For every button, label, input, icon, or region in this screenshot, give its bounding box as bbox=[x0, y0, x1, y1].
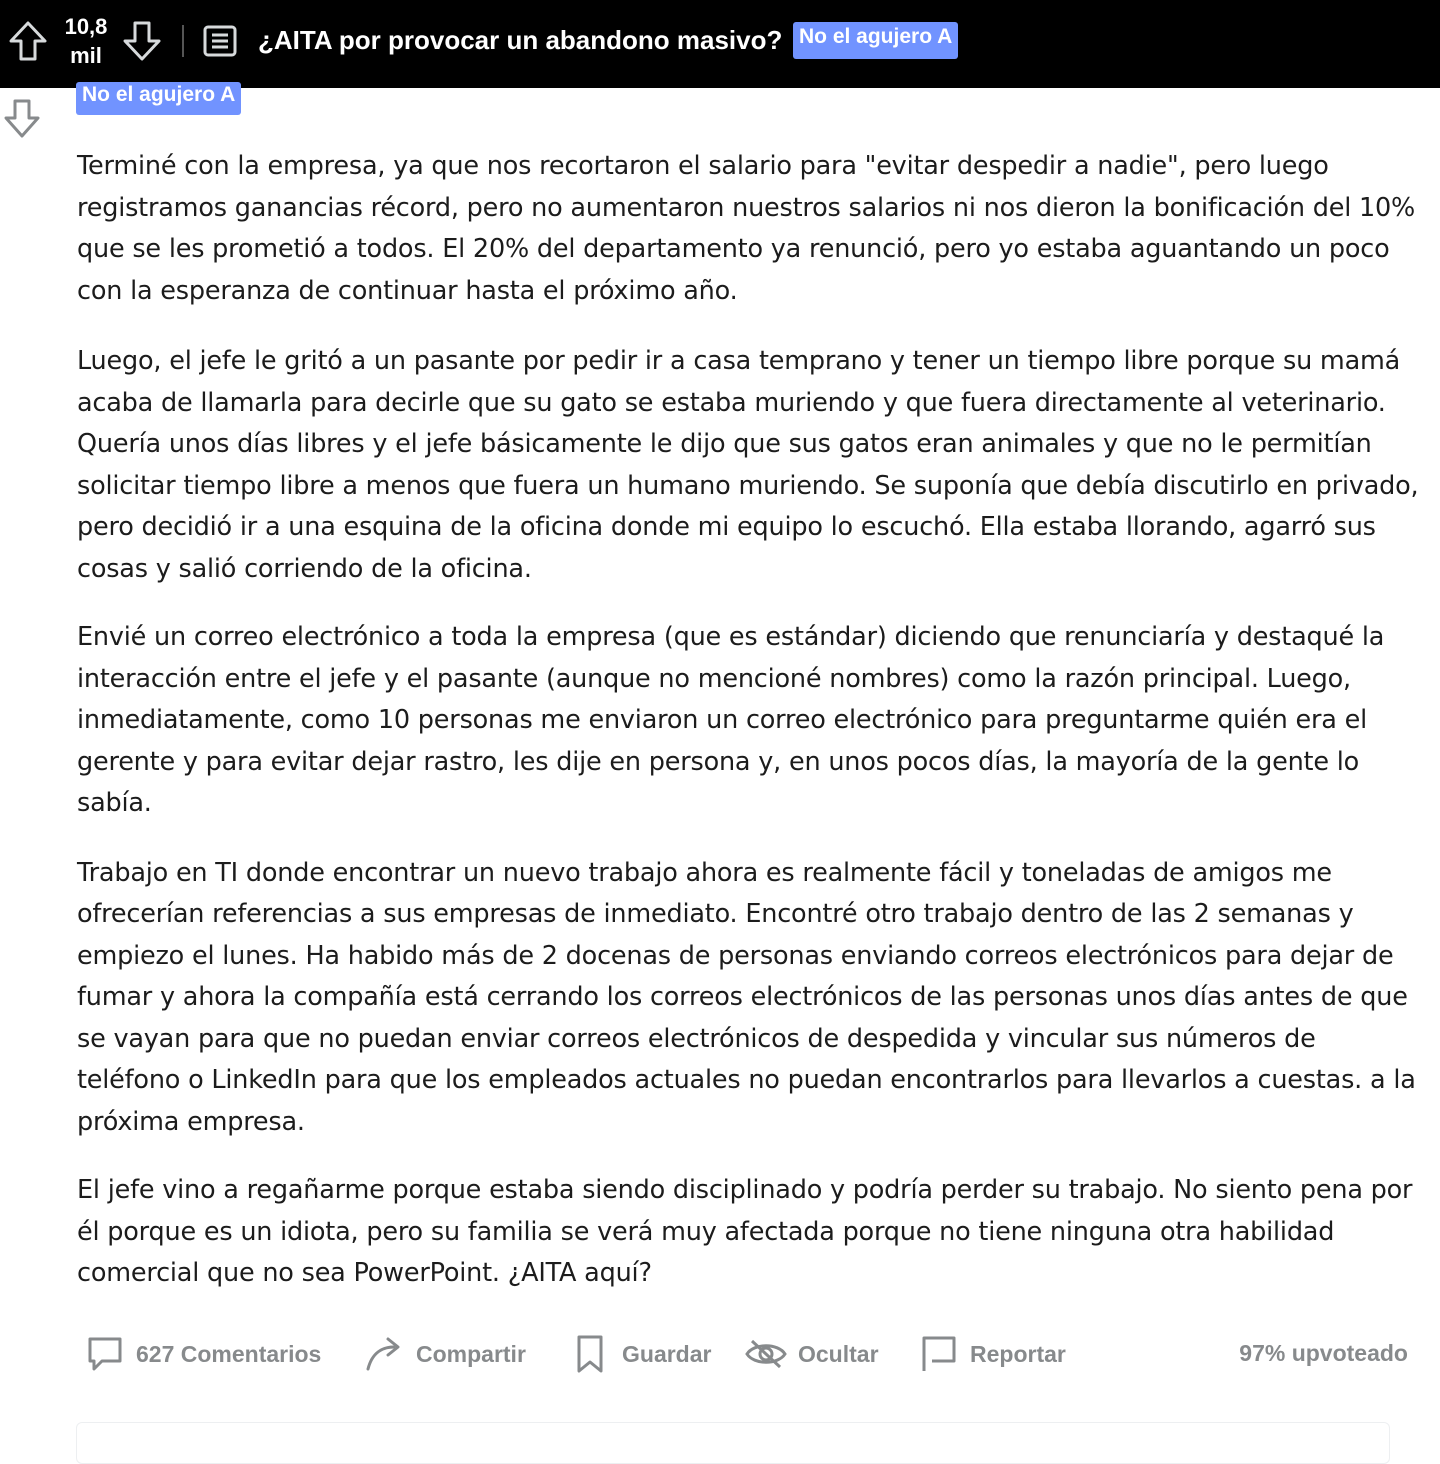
post-body bbox=[77, 146, 1422, 1323]
upvote-arrow-icon[interactable] bbox=[8, 20, 48, 62]
save-button[interactable] bbox=[570, 1326, 711, 1382]
downvote-arrow-icon[interactable] bbox=[122, 20, 162, 62]
report-label: Reportar bbox=[970, 1340, 1066, 1367]
share-button[interactable] bbox=[364, 1326, 526, 1382]
comments-button[interactable] bbox=[84, 1326, 321, 1382]
comment-input-box[interactable] bbox=[76, 1422, 1390, 1464]
hide-label: Ocultar bbox=[798, 1340, 879, 1367]
hide-button[interactable] bbox=[744, 1326, 879, 1382]
post-action-bar bbox=[80, 1326, 1420, 1382]
vote-score bbox=[56, 12, 116, 70]
comments-label: 627 Comentarios bbox=[136, 1340, 322, 1367]
post-paragraph: Trabajo en TI donde encontrar un nuevo trabajo ahora es realmente fácil y toneladas de amigos me ofrecerían referencias a sus empresas de inmediato. Encontré otro trabajo dentro de las 2 semanas y empiezo el lunes. Ha habido más de 2 docenas de personas enviando correos electrónicos para dejar de fumar y ahora la compañía está cerrando los correos electrónicos de las personas unos días antes de que se vayan para que no puedan enviar correos electrónicos de despedida y vincular sus números de teléfono o LinkedIn para que los empleados actuales no puedan encontrarlos para llevarlos a cuestas. a la próxima empresa. bbox=[77, 857, 1416, 1137]
vote-score-unit: mil bbox=[70, 43, 102, 68]
report-button[interactable] bbox=[918, 1326, 1066, 1382]
share-label: Compartir bbox=[416, 1340, 526, 1367]
post-flair[interactable]: No el agujero A bbox=[76, 82, 241, 115]
comment-icon bbox=[84, 1333, 126, 1375]
post-flair-header[interactable]: No el agujero A bbox=[793, 22, 958, 59]
post-paragraph: El jefe vino a regañarme porque estaba siendo disciplinado y podría perder su trabajo. No siento pena por él porque es un idiota, pero su familia se verá muy afectada porque no tiene ninguna otra habilidad comercial que no sea PowerPoint. ¿AITA aquí? bbox=[77, 1175, 1413, 1288]
post-title[interactable]: ¿AITA por provocar un abandono masivo? bbox=[258, 25, 783, 55]
post-paragraph: Luego, el jefe le gritó a un pasante por pedir ir a casa temprano y tener un tiempo libre porque su mamá acaba de llamarla para decirle que su gato se estaba muriendo y que fuera directamente al veterinario. Quería unos días libres y el jefe básicamente le dijo que sus gatos eran animales y que no le permitían solicitar tiempo libre a menos que fuera un humano muriendo. Se suponía que debía discutirlo en privado, pero decidió ir a una esquina de la oficina donde mi equipo lo escuchó. Ella estaba llorando, agarró sus cosas y salió corriendo de la oficina. bbox=[77, 346, 1419, 584]
hide-eye-icon bbox=[744, 1333, 788, 1375]
post-paragraph: Terminé con la empresa, ya que nos recortaron el salario para "evitar despedir a nadie", pero luego registramos ganancias récord, pero no aumentaron nuestros salarios ni nos dieron la bonificación del 10% que se les prometió a todos. El 20% del departamento ya renunció, pero yo estaba aguantando un poco con la esperanza de continuar hasta el próximo año. bbox=[77, 151, 1416, 306]
downvote-arrow-icon[interactable] bbox=[2, 96, 42, 140]
upvote-ratio: 97% upvoteado bbox=[1239, 1340, 1408, 1366]
bookmark-icon bbox=[570, 1333, 612, 1375]
text-post-icon bbox=[202, 24, 238, 58]
vote-score-value: 10,8 bbox=[64, 14, 108, 39]
post-paragraph: Envié un correo electrónico a toda la empresa (que es estándar) diciendo que renunciaría y destaqué la interacción entre el jefe y el pasante (aunque no mencioné nombres) como la razón principal. Luego, inmediatamente, como 10 personas me enviaron un correo electrónico para preguntarme quién era el gerente y para evitar dejar rastro, les dije en persona y, en unos pocos días, la mayoría de la gente lo sabía. bbox=[77, 622, 1385, 818]
flag-icon bbox=[918, 1333, 960, 1375]
save-label: Guardar bbox=[622, 1340, 712, 1367]
share-icon bbox=[364, 1333, 406, 1375]
post-header-bar bbox=[0, 0, 1440, 88]
header-divider bbox=[182, 25, 184, 57]
